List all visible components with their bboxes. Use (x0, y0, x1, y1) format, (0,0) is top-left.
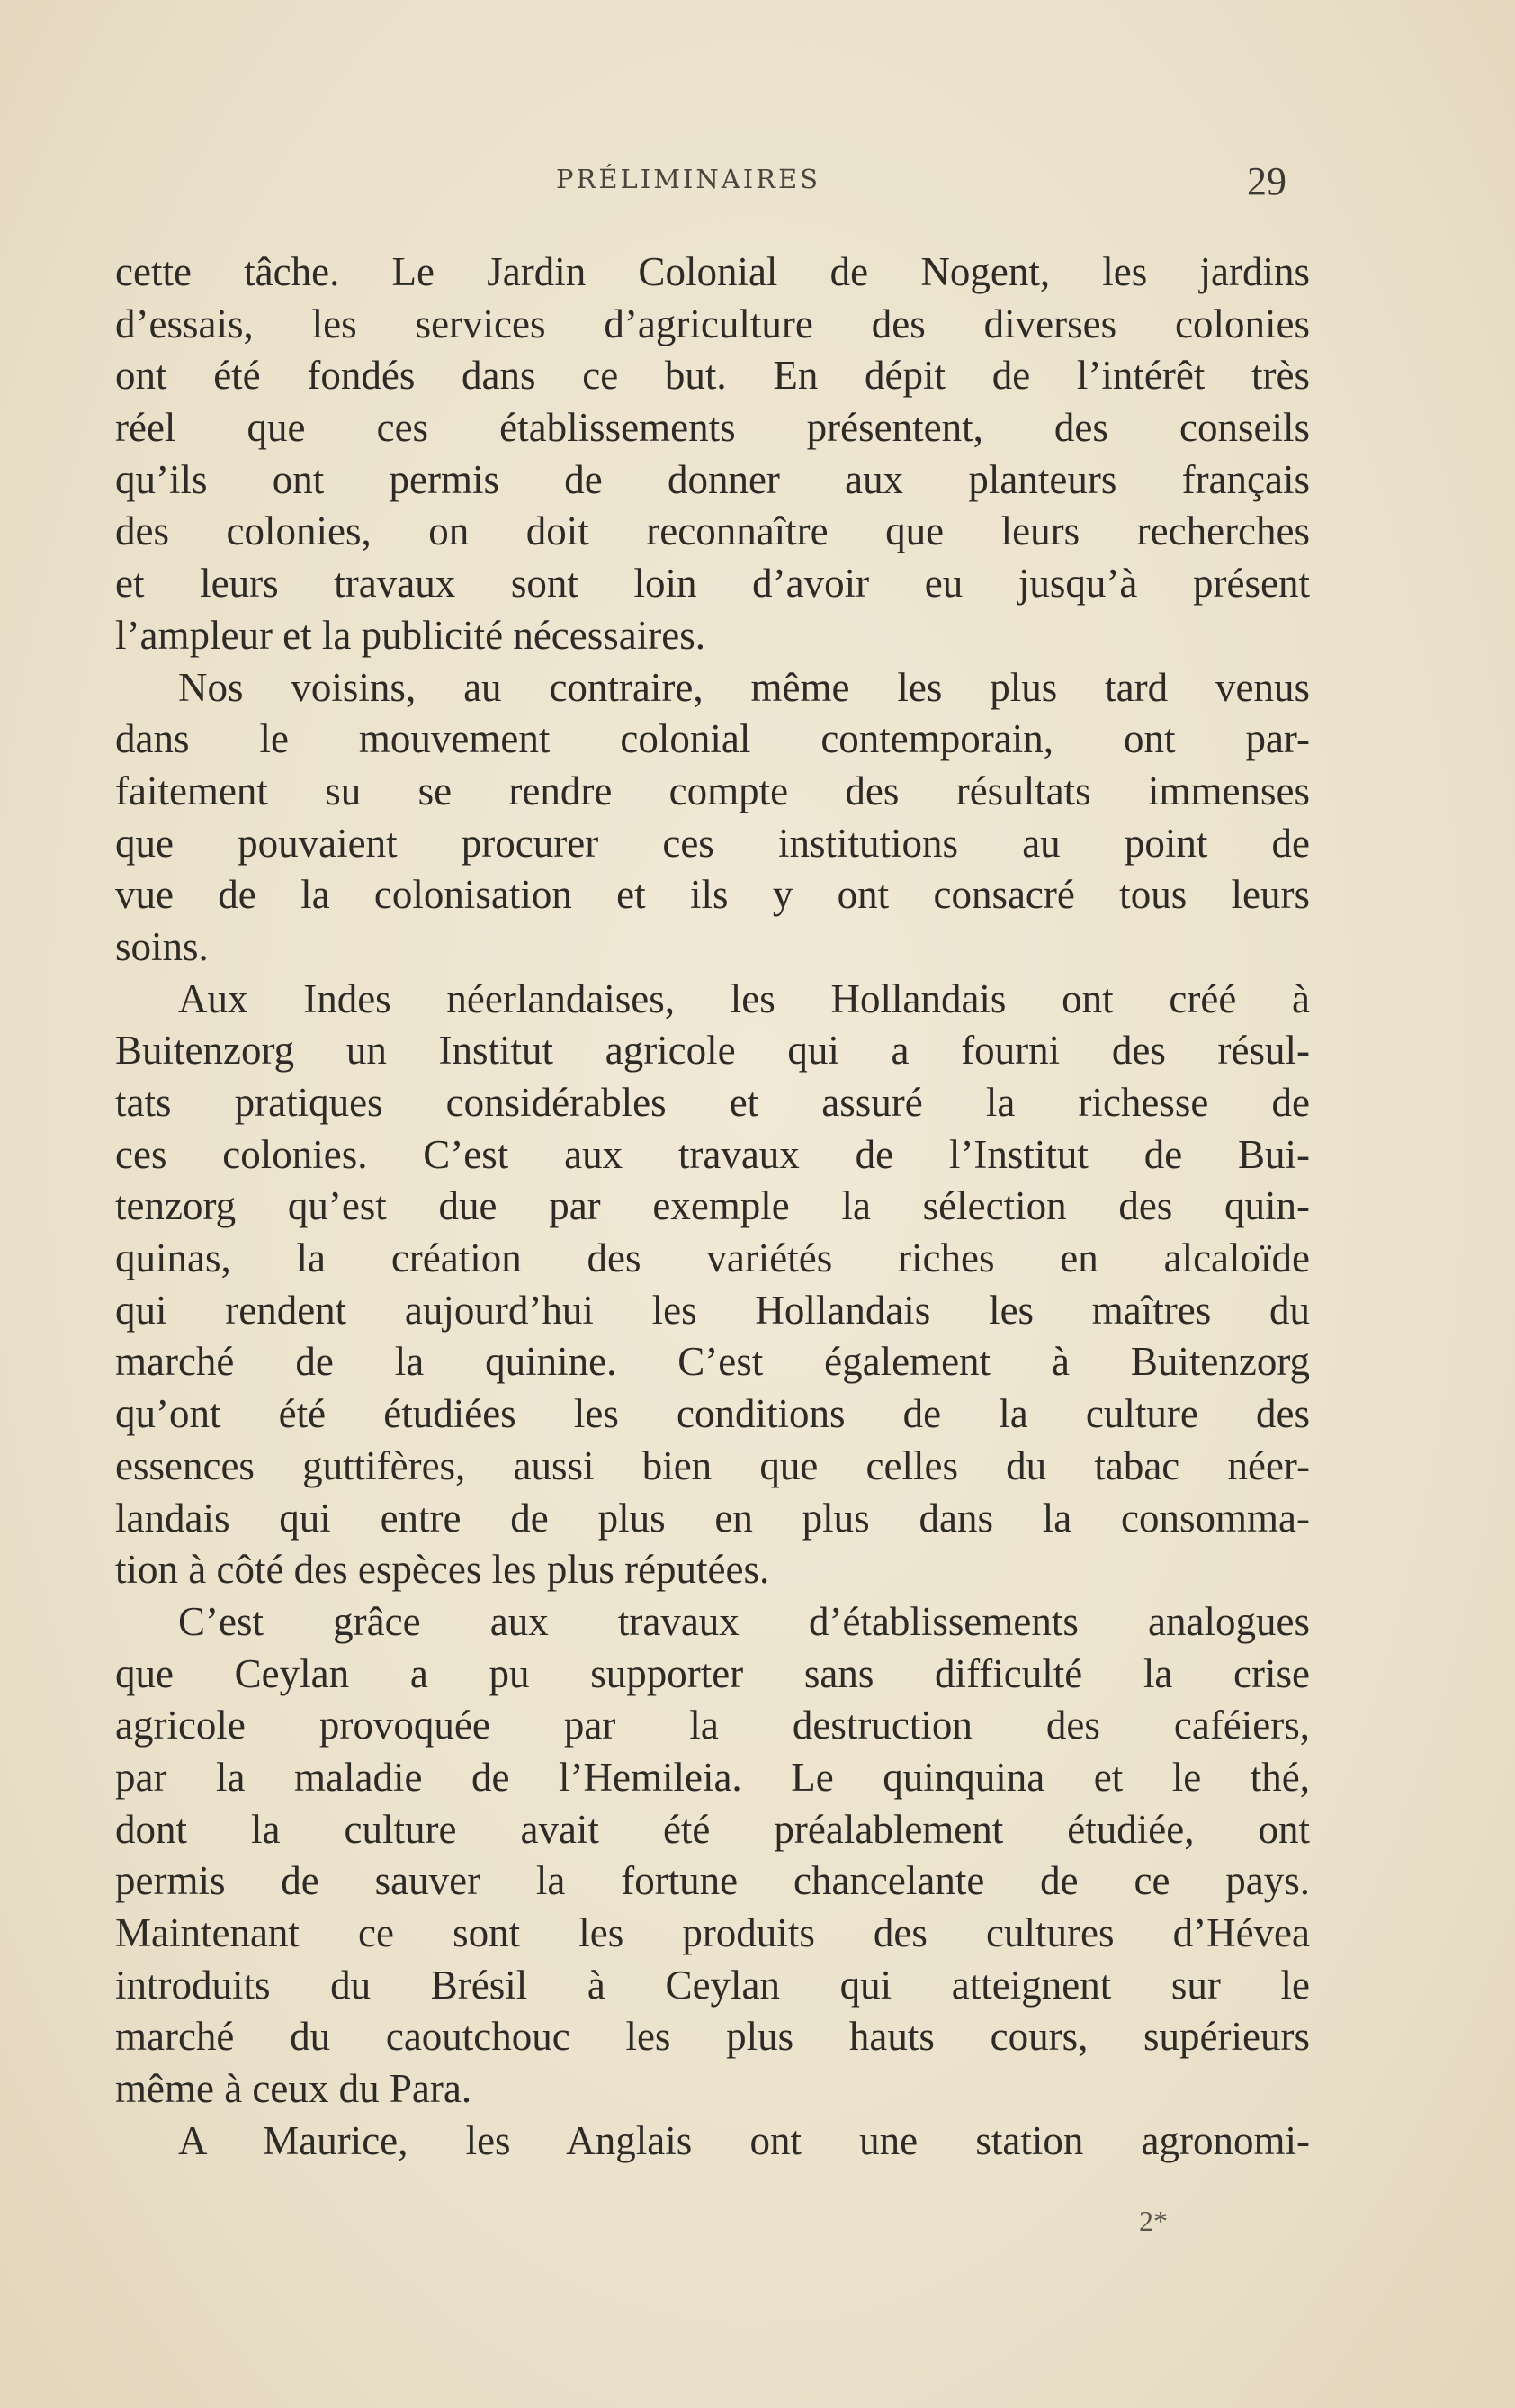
running-head (0, 158, 1515, 205)
text-line: soins. (115, 923, 209, 969)
text-line: essences guttifères, aussi bien que celles du tabac néer- (115, 1442, 1310, 1488)
text-line: introduits du Brésil à Ceylan qui atteignent sur le (115, 1962, 1310, 2008)
text-line: tion à côté des espèces les plus réputées. (115, 1547, 770, 1593)
text-line: marché de la quinine. C’est également à Buitenzorg (115, 1339, 1310, 1385)
page-number: 29 (1247, 159, 1286, 203)
body-text (115, 247, 1310, 2167)
text-line: même à ceux du Para. (115, 2066, 472, 2112)
text-line: que Ceylan a pu supporter sans difficulté la crise (115, 1650, 1310, 1696)
text-line: qu’ont été étudiées les conditions de la culture des (115, 1391, 1310, 1437)
text-line: Buitenzorg un Institut agricole qui a fourni des résul- (115, 1028, 1310, 1074)
text-line: Maintenant ce sont les produits des cultures d’Hévea (115, 1910, 1310, 1955)
text-line: dans le mouvement colonial contemporain, ont par- (115, 716, 1310, 762)
text-line: ces colonies. C’est aux travaux de l’Institut de Bui- (115, 1131, 1310, 1177)
text-line: agricole provoquée par la destruction des caféiers, (115, 1703, 1310, 1748)
text-line: par la maladie de l’Hemileia. Le quinquina et le thé, (115, 1754, 1310, 1800)
text-line: landais qui entre de plus en plus dans la consomma- (115, 1495, 1310, 1541)
text-line: quinas, la création des variétés riches en alcaloïde (115, 1235, 1310, 1281)
text-line: que pouvaient procurer ces institutions au point de (115, 820, 1310, 866)
text-line: Nos voisins, au contraire, même les plus tard venus (178, 664, 1310, 710)
text-line: marché du caoutchouc les plus hauts cours, supérieurs (115, 2014, 1310, 2060)
text-line: Aux Indes néerlandaises, les Hollandais ont créé à (178, 975, 1310, 1021)
text-line: A Maurice, les Anglais ont une station agronomi- (178, 2117, 1310, 2163)
text-line: ont été fondés dans ce but. En dépit de l’intérêt très (115, 353, 1310, 399)
running-head-title: PRÉLIMINAIRES (556, 164, 821, 194)
text-line: des colonies, on doit reconnaître que leurs recherches (115, 508, 1310, 554)
text-line: réel que ces établissements présentent, des conseils (115, 405, 1310, 451)
text-line: permis de sauver la fortune chancelante de ce pays. (115, 1858, 1310, 1904)
text-line: faitement su se rendre compte des résultats immenses (115, 768, 1310, 813)
signature-mark: 2* (1139, 2205, 1168, 2237)
text-line: dont la culture avait été préalablement étudiée, ont (115, 1806, 1310, 1852)
text-line: l’ampleur et la publicité nécessaires. (115, 612, 705, 658)
text-line: qui rendent aujourd’hui les Hollandais les maîtres du (115, 1287, 1310, 1333)
text-line: tenzorg qu’est due par exemple la sélection des quin- (115, 1183, 1310, 1229)
text-line: C’est grâce aux travaux d’établissements analogues (178, 1598, 1310, 1644)
text-line: vue de la colonisation et ils y ont consacré tous leurs (115, 872, 1310, 918)
text-line: cette tâche. Le Jardin Colonial de Nogent, les jardins (115, 249, 1310, 294)
text-line: qu’ils ont permis de donner aux planteurs français (115, 456, 1310, 502)
text-line: tats pratiques considérables et assuré la richesse de (115, 1080, 1310, 1125)
text-line: et leurs travaux sont loin d’avoir eu jusqu’à présent (115, 561, 1310, 606)
text-line: d’essais, les services d’agriculture des diverses colonies (115, 301, 1310, 346)
